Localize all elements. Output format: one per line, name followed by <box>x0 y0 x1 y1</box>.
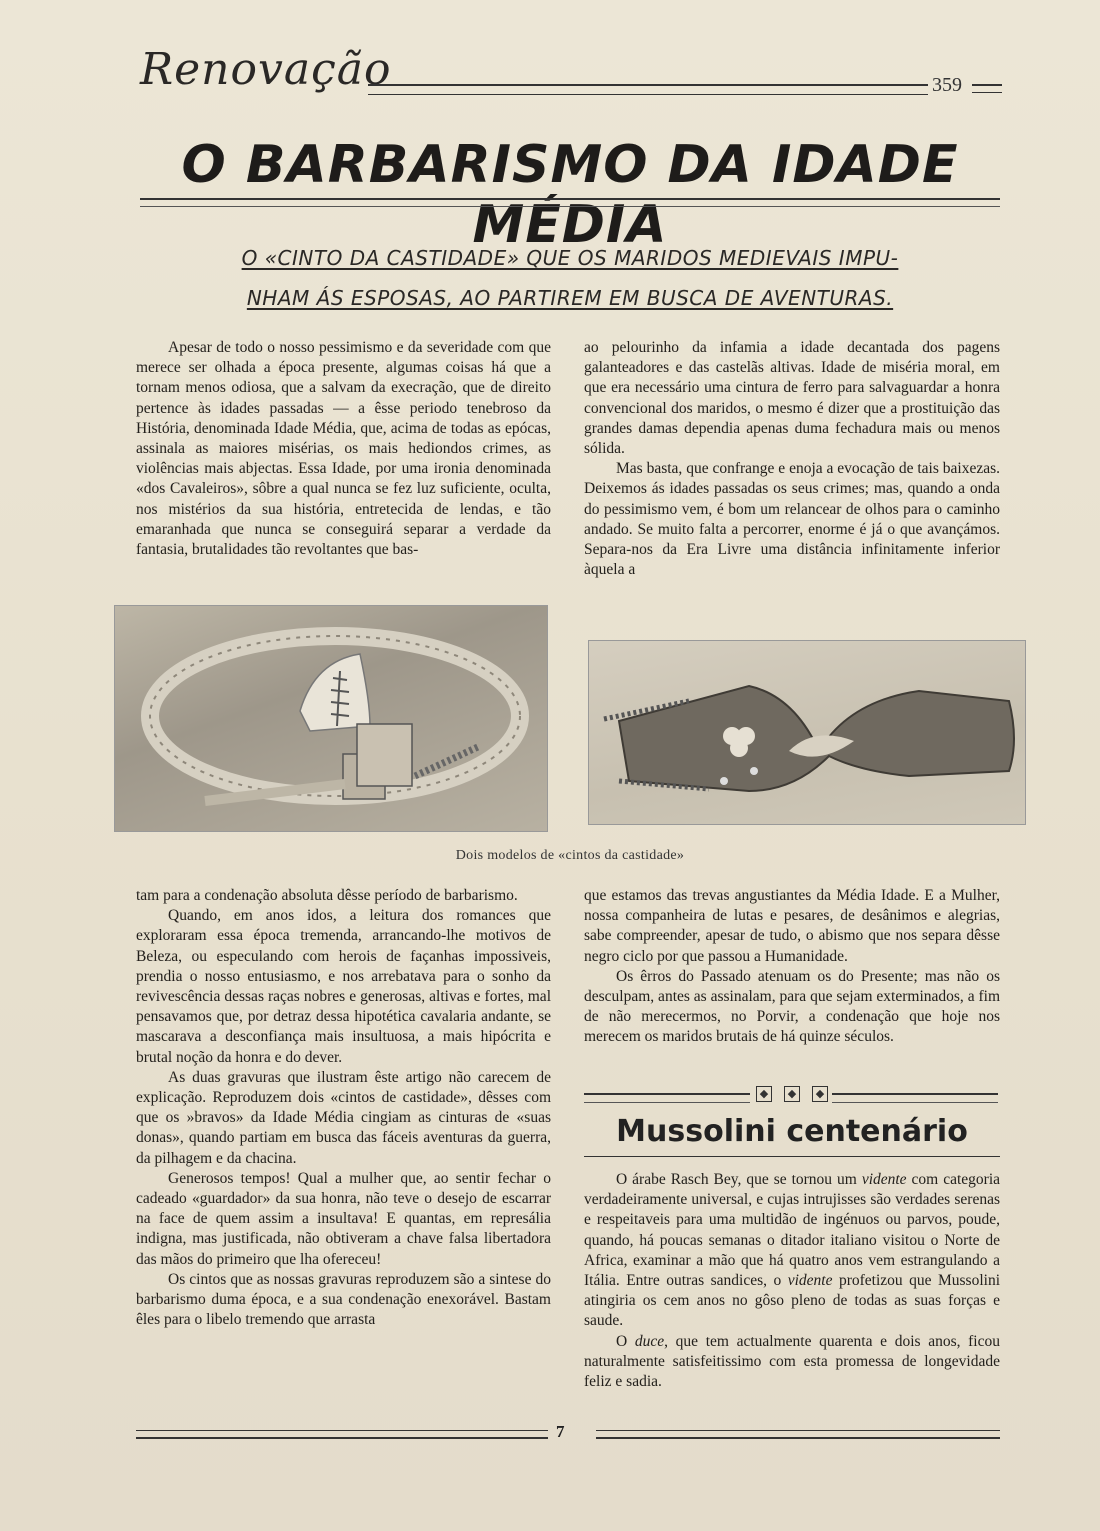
title-rule <box>140 198 1000 207</box>
ornament-icon: ◆ <box>756 1086 772 1102</box>
text-run: O <box>616 1332 635 1350</box>
paragraph: Quando, em anos idos, a leitura dos romances que exploraram essa época tremenda, arrancando-lhe motivos de Beleza, ou especulando com herois de façanhas impossiveis, prendia o nosso entusiasmo, e nos arrebatava para o sonho da revivescência dessas raças nobres e generosas, altivas e fortes, mal pensavamos que, por detraz dessa hipotética cavalaria andante, se mascarava a desconfiança mais insultuosa, a mais hipócrita e brutal noção da honra e do dever. <box>136 907 551 1066</box>
section-body <box>584 1170 1000 1392</box>
belt-ring-illustration <box>115 606 547 831</box>
footer-rule-left <box>136 1430 548 1439</box>
figure-caption: Dois modelos de «cintos da castidade» <box>455 848 685 863</box>
ornament-group <box>756 1086 828 1102</box>
header-rule <box>368 84 928 95</box>
ornament-rule-left <box>584 1093 750 1103</box>
paragraph: Os cintos que as nossas gravuras reproduzem são a sintese do barbarismo duma época, e a sua condenação enexorável. Bastam êles para o libelo tremendo que arrasta <box>136 1270 551 1329</box>
column-left-bottom <box>136 886 551 1330</box>
ornament-rule-right <box>832 1093 998 1103</box>
text-run: com categoria verdadeiramente universal, e cujas intrujisses são verdades serenas e respeitaveis para uma multidão de ingénuos ou parvos, poude, quando, há poucas semanas o ditador italiano visitou o Norte de Africa, examinar a mão que há quatro anos vem estrangulando a Itália. Entre outras sandices, o <box>584 1171 1001 1290</box>
text-run: O árabe Rasch Bey, que se tornou um <box>616 1171 862 1188</box>
section-heading-rule <box>584 1156 1000 1157</box>
footer-rule-right <box>596 1430 1000 1439</box>
emphasis: duce <box>634 1332 665 1350</box>
section-heading: Mussolini centenário <box>616 1114 968 1149</box>
page-header <box>140 40 1000 110</box>
paragraph: Mas basta, que confrange e enoja a evocação de tais baixezas. Deixemos ás idades passadas os seus crimes; mas, quando a onda do pessimismo vem, é bom um relancear de olhos para o caminho andado. Se muito falta a percorrer, enorme é já o que avançámos. Separa-nos da Era Livre uma distância infinitamente inferior àquela a <box>584 460 1000 579</box>
magazine-logo: Renovação <box>140 44 392 95</box>
ornament-icon: ◆ <box>812 1086 828 1102</box>
paragraph: ao pelourinho da infamia a idade decantada dos pagens galanteadores e das castelãs altivas. Idade de miséria moral, em que era necessário uma cintura de ferro para salvaguardar a honra convencional dos maridos, o mesmo é dizer que a prostituição das grandes damas dependia apenas duma fechadura mais ou menos sólida. <box>584 339 1000 458</box>
paragraph: Generosos tempos! Qual a mulher que, ao sentir fechar o cadeado «guardador» da sua honra, não teve o desejo de escarrar na face de quem assim a insultava! E quantas, em represália indigna, mas justificada, não obtiveram a chave falsa libertadora das mãos do primeiro que lha ofereceu! <box>136 1169 551 1268</box>
photo-belt-ring <box>114 605 548 832</box>
text-run: , que tem actualmente quarenta e dois anos, ficou naturalmente satisfeitissimo com esta promessa de longevidade feliz e sadia. <box>584 1332 1000 1391</box>
column-left-top <box>136 338 551 560</box>
paragraph <box>584 1170 1000 1332</box>
ornament-icon: ◆ <box>784 1086 800 1102</box>
emphasis: vidente <box>861 1171 907 1188</box>
paragraph: que estamos das trevas angustiantes da Média Idade. E a Mulher, nossa companheira de lutas e pesares, de desânimos e alegrias, sabe compreender, apesar de tudo, o abismo que nos separa dêsse negro ciclo por que passou a Humanidade. <box>584 887 1000 965</box>
header-rule-tail <box>972 84 1002 93</box>
subtitle-line-1: O «CINTO DA CASTIDADE» QUE OS MARIDOS MEDIEVAIS IMPU- <box>241 246 899 270</box>
subtitle-line-2: NHAM ÁS ESPOSAS, AO PARTIREM EM BUSCA DE AVENTURAS. <box>246 286 894 310</box>
column-right-top <box>584 338 1000 580</box>
article-title: O BARBARISMO DA IDADE MÉDIA <box>181 135 959 255</box>
article-subtitle <box>215 238 925 318</box>
emphasis: vidente <box>787 1272 833 1290</box>
text-run: profetizou que Mussolini atingiria os cem anos no gôso pleno de todas as suas forças e saude. <box>584 1272 1001 1330</box>
column-right-bottom <box>584 886 1000 1048</box>
paragraph: Apesar de todo o nosso pessimismo e da severidade com que merece ser olhada a época presente, algumas coisas há que a tornam menos odiosa, que a salvam da execração, que de direito pertence às idades passadas — a êsse periodo tenebroso da História, denominada Idade Média, que, acima de todas as epócas, assinala as maiores misérias, os mais hediondos crimes, as violências mais abjectas. Essa Idade, por uma ironia denominada «dos Cavaleiros», sôbre a qual nunca se fez luz suficiente, oculta, nos mistérios da sua história, entretecida de lendas, e tão emaranhada que nunca se conseguirá separar a verdade da fantasia, brutalidades tão revoltantes que bas- <box>136 339 551 559</box>
footer-page-number: 7 <box>556 1422 565 1441</box>
belt-shield-illustration <box>589 641 1025 824</box>
paragraph: As duas gravuras que ilustram êste artigo não carecem de explicação. Reproduzem dois «cintos de castidade», dêsses com que os »bravos» da Idade Média cingiam as cinturas de «suas donas», quando partiam em busca das fáceis aventuras da guerra, da pilhagem e da chacina. <box>136 1068 551 1167</box>
paragraph: tam para a condenação absoluta dêsse período de barbarismo. <box>136 887 518 904</box>
paragraph <box>584 1332 1000 1393</box>
photo-belt-shield <box>588 640 1026 825</box>
paragraph: Os êrros do Passado atenuam os do Presente; mas não os desculpam, antes as assinalam, para que sejam exterminados, a fim de não merecermos, no Porvir, a condenação que hoje nos merecem os maridos brutais de há quinze séculos. <box>584 967 1000 1046</box>
page-number: 359 <box>932 74 962 96</box>
